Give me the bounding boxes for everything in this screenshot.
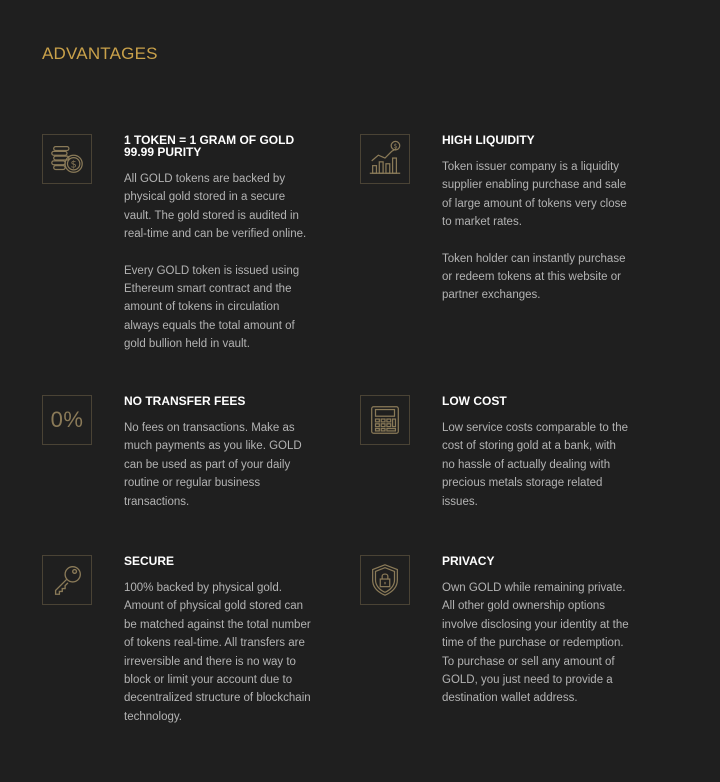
feature-title: HIGH LIQUIDITY bbox=[442, 133, 535, 147]
calculator-icon bbox=[360, 395, 410, 445]
feature-description: All GOLD tokens are backed by physical gold stored in a secure vault. The gold stored is audited in real-time and can be verified online. bbox=[124, 173, 307, 241]
feature-title: SECURE bbox=[124, 554, 175, 568]
feature-description: 100% backed by physical gold. Amount of physical gold stored can be matched against the total number of tokens real-time. All transfers are irreversible and there is no way to block or limit your account due to decentralized structure of blockchain technology. bbox=[124, 582, 311, 723]
feature-description: No fees on transactions. Make as much payments as you like. GOLD can be used as part of your daily routine or regular business transactions. bbox=[124, 422, 302, 508]
feature-title: LOW COST bbox=[442, 394, 507, 408]
feature-title: 1 TOKEN = 1 GRAM OF GOLD 99.99 PURITY bbox=[124, 133, 295, 159]
growth-chart-icon bbox=[360, 134, 410, 184]
shield-lock-icon bbox=[360, 555, 410, 605]
svg-text:$: $ bbox=[70, 159, 77, 171]
key-icon bbox=[42, 555, 92, 605]
feature-title: NO TRANSFER FEES bbox=[124, 394, 246, 408]
feature-description: Every GOLD token is issued using Ethereum smart contract and the amount of tokens in circulation always equals the total amount of gold bullion held in vault. bbox=[124, 264, 300, 351]
gold-coins-icon bbox=[42, 134, 92, 184]
feature-title: PRIVACY bbox=[442, 554, 495, 568]
feature-description: Low service costs comparable to the cost of storing gold at a bank, with no hassle of actually dealing with precious metals storage related issues. bbox=[442, 422, 629, 508]
feature-description: Token holder can instantly purchase or redeem tokens at this website or partner exchanges. bbox=[442, 252, 626, 302]
section-title: ADVANTAGES bbox=[42, 44, 158, 63]
feature-description: Own GOLD while remaining private. All other gold ownership options involve disclosing your identity at the time of the purchase or redemption. To purchase or sell any amount of GOLD, you just need to provide a destination wallet address. bbox=[442, 582, 629, 705]
svg-text:$: $ bbox=[393, 143, 398, 151]
zero-percent-icon: 0% bbox=[42, 395, 92, 445]
feature-description: Token issuer company is a liquidity supplier enabling purchase and sale of large amount of tokens very close to market rates. bbox=[442, 161, 627, 229]
